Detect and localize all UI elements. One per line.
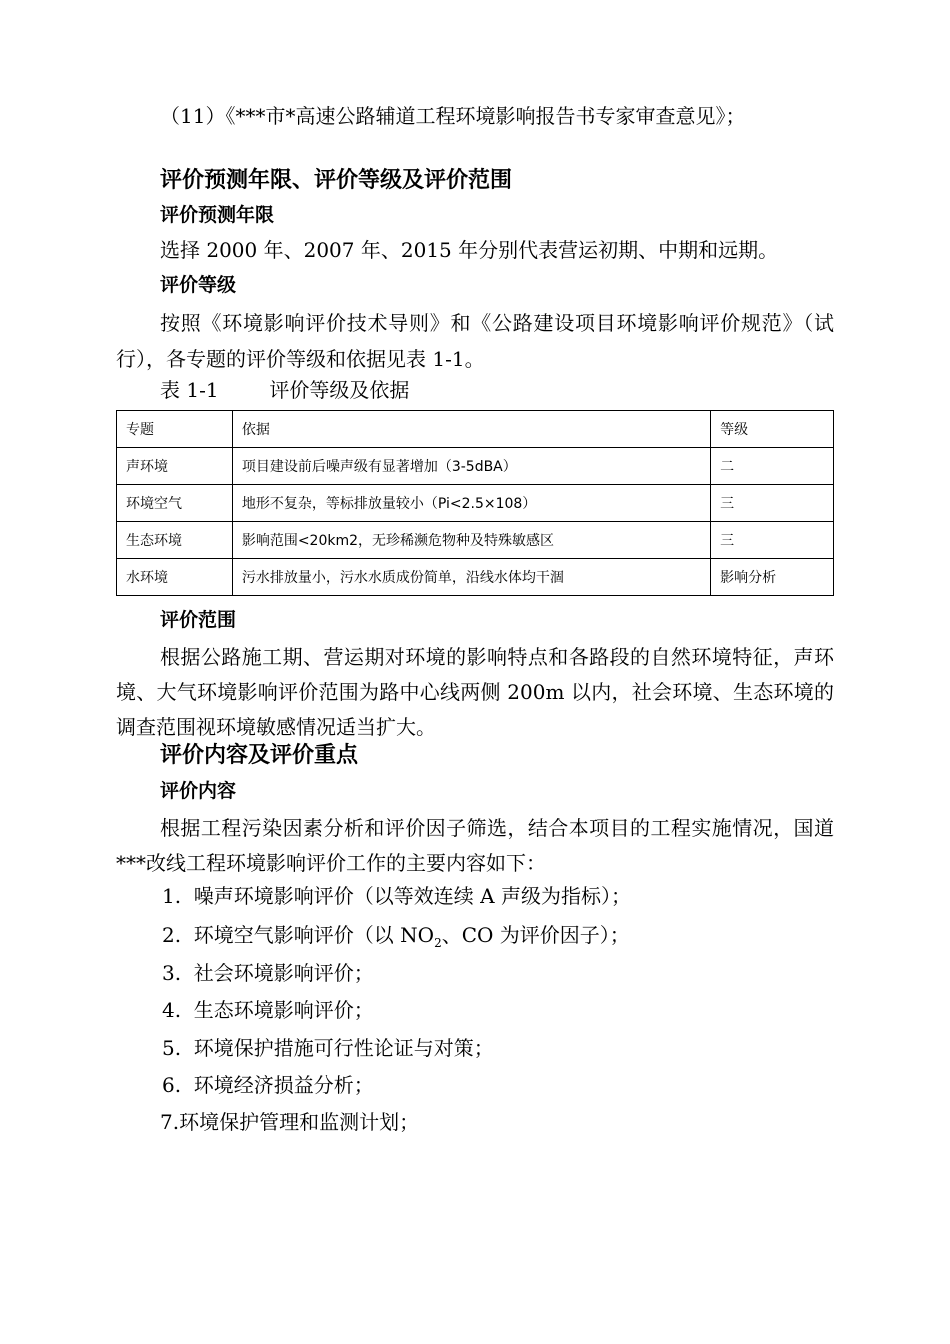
reference-item-11: （11）《***市*高速公路辅道工程环境影响报告书专家审查意见》；	[160, 104, 746, 128]
list-item: 1. 噪声环境影响评价（以等效连续 A 声级为指标）；	[162, 884, 631, 908]
header-basis: 依据	[232, 411, 710, 448]
list-item: 4. 生态环境影响评价；	[162, 998, 374, 1022]
evaluation-grade-text: 按照《环境影响评价技术导则》和《公路建设项目环境影响评价规范》（试行），各专题的评价等级和依据见表 1-1。	[116, 311, 834, 371]
heading-evaluation-grade: 评价等级	[160, 274, 237, 296]
cell-basis: 地形不复杂，等标排放量较小（Pi<2.5×108）	[232, 485, 710, 522]
cell-topic: 环境空气	[117, 485, 233, 522]
evaluation-scope-text: 根据公路施工期、营运期对环境的影响特点和各路段的自然环境特征，声环境、大气环境影响评价范围为路中心线两侧 200m 以内，社会环境、生态环境的调查范围视环境敏感情况适当扩大。	[116, 645, 834, 739]
cell-grade: 影响分析	[711, 559, 834, 596]
heading-evaluation-scope: 评价范围	[160, 609, 237, 631]
cell-topic: 声环境	[117, 448, 233, 485]
table-row	[117, 522, 834, 559]
cell-grade: 三	[711, 522, 834, 559]
list-item: 5. 环境保护措施可行性论证与对策；	[162, 1036, 494, 1060]
table-header-row	[117, 411, 834, 448]
cell-basis: 污水排放量小，污水水质成份简单，沿线水体均干涸	[232, 559, 710, 596]
header-topic: 专题	[117, 411, 233, 448]
heading-evaluation-content: 评价内容	[160, 780, 237, 802]
cell-grade: 三	[711, 485, 834, 522]
heading-prediction-years: 评价预测年限	[160, 204, 275, 226]
table-caption: 表 1-1 评价等级及依据	[160, 378, 410, 402]
list-item: 6. 环境经济损益分析；	[162, 1073, 374, 1097]
cell-topic: 生态环境	[117, 522, 233, 559]
table-row	[117, 485, 834, 522]
evaluation-content-text: 根据工程污染因素分析和评价因子筛选，结合本项目的工程实施情况，国道***改线工程环境影响评价工作的主要内容如下：	[116, 816, 834, 875]
list-item-tail: 、CO 为评价因子）；	[441, 923, 630, 947]
cell-basis: 项目建设前后噪声级有显著增加（3-5dBA）	[232, 448, 710, 485]
evaluation-grade-table	[116, 410, 834, 596]
list-item: 7.环境保护管理和监测计划；	[160, 1110, 420, 1134]
subscript: 2	[434, 936, 442, 950]
cell-grade: 二	[711, 448, 834, 485]
list-item: 3. 社会环境影响评价；	[162, 961, 374, 985]
list-item-text: 2. 环境空气影响评价（以 NO	[162, 923, 435, 947]
section-title-prediction-grade-scope: 评价预测年限、评价等级及评价范围	[160, 168, 513, 193]
list-item	[162, 921, 630, 957]
table-row	[117, 559, 834, 596]
section-title-content-focus: 评价内容及评价重点	[160, 743, 359, 768]
table-row	[117, 448, 834, 485]
cell-basis: 影响范围<20km2，无珍稀濒危物种及特殊敏感区	[232, 522, 710, 559]
cell-topic: 水环境	[117, 559, 233, 596]
header-grade: 等级	[711, 411, 834, 448]
prediction-years-text: 选择 2000 年、2007 年、2015 年分别代表营运初期、中期和远期。	[160, 238, 779, 262]
